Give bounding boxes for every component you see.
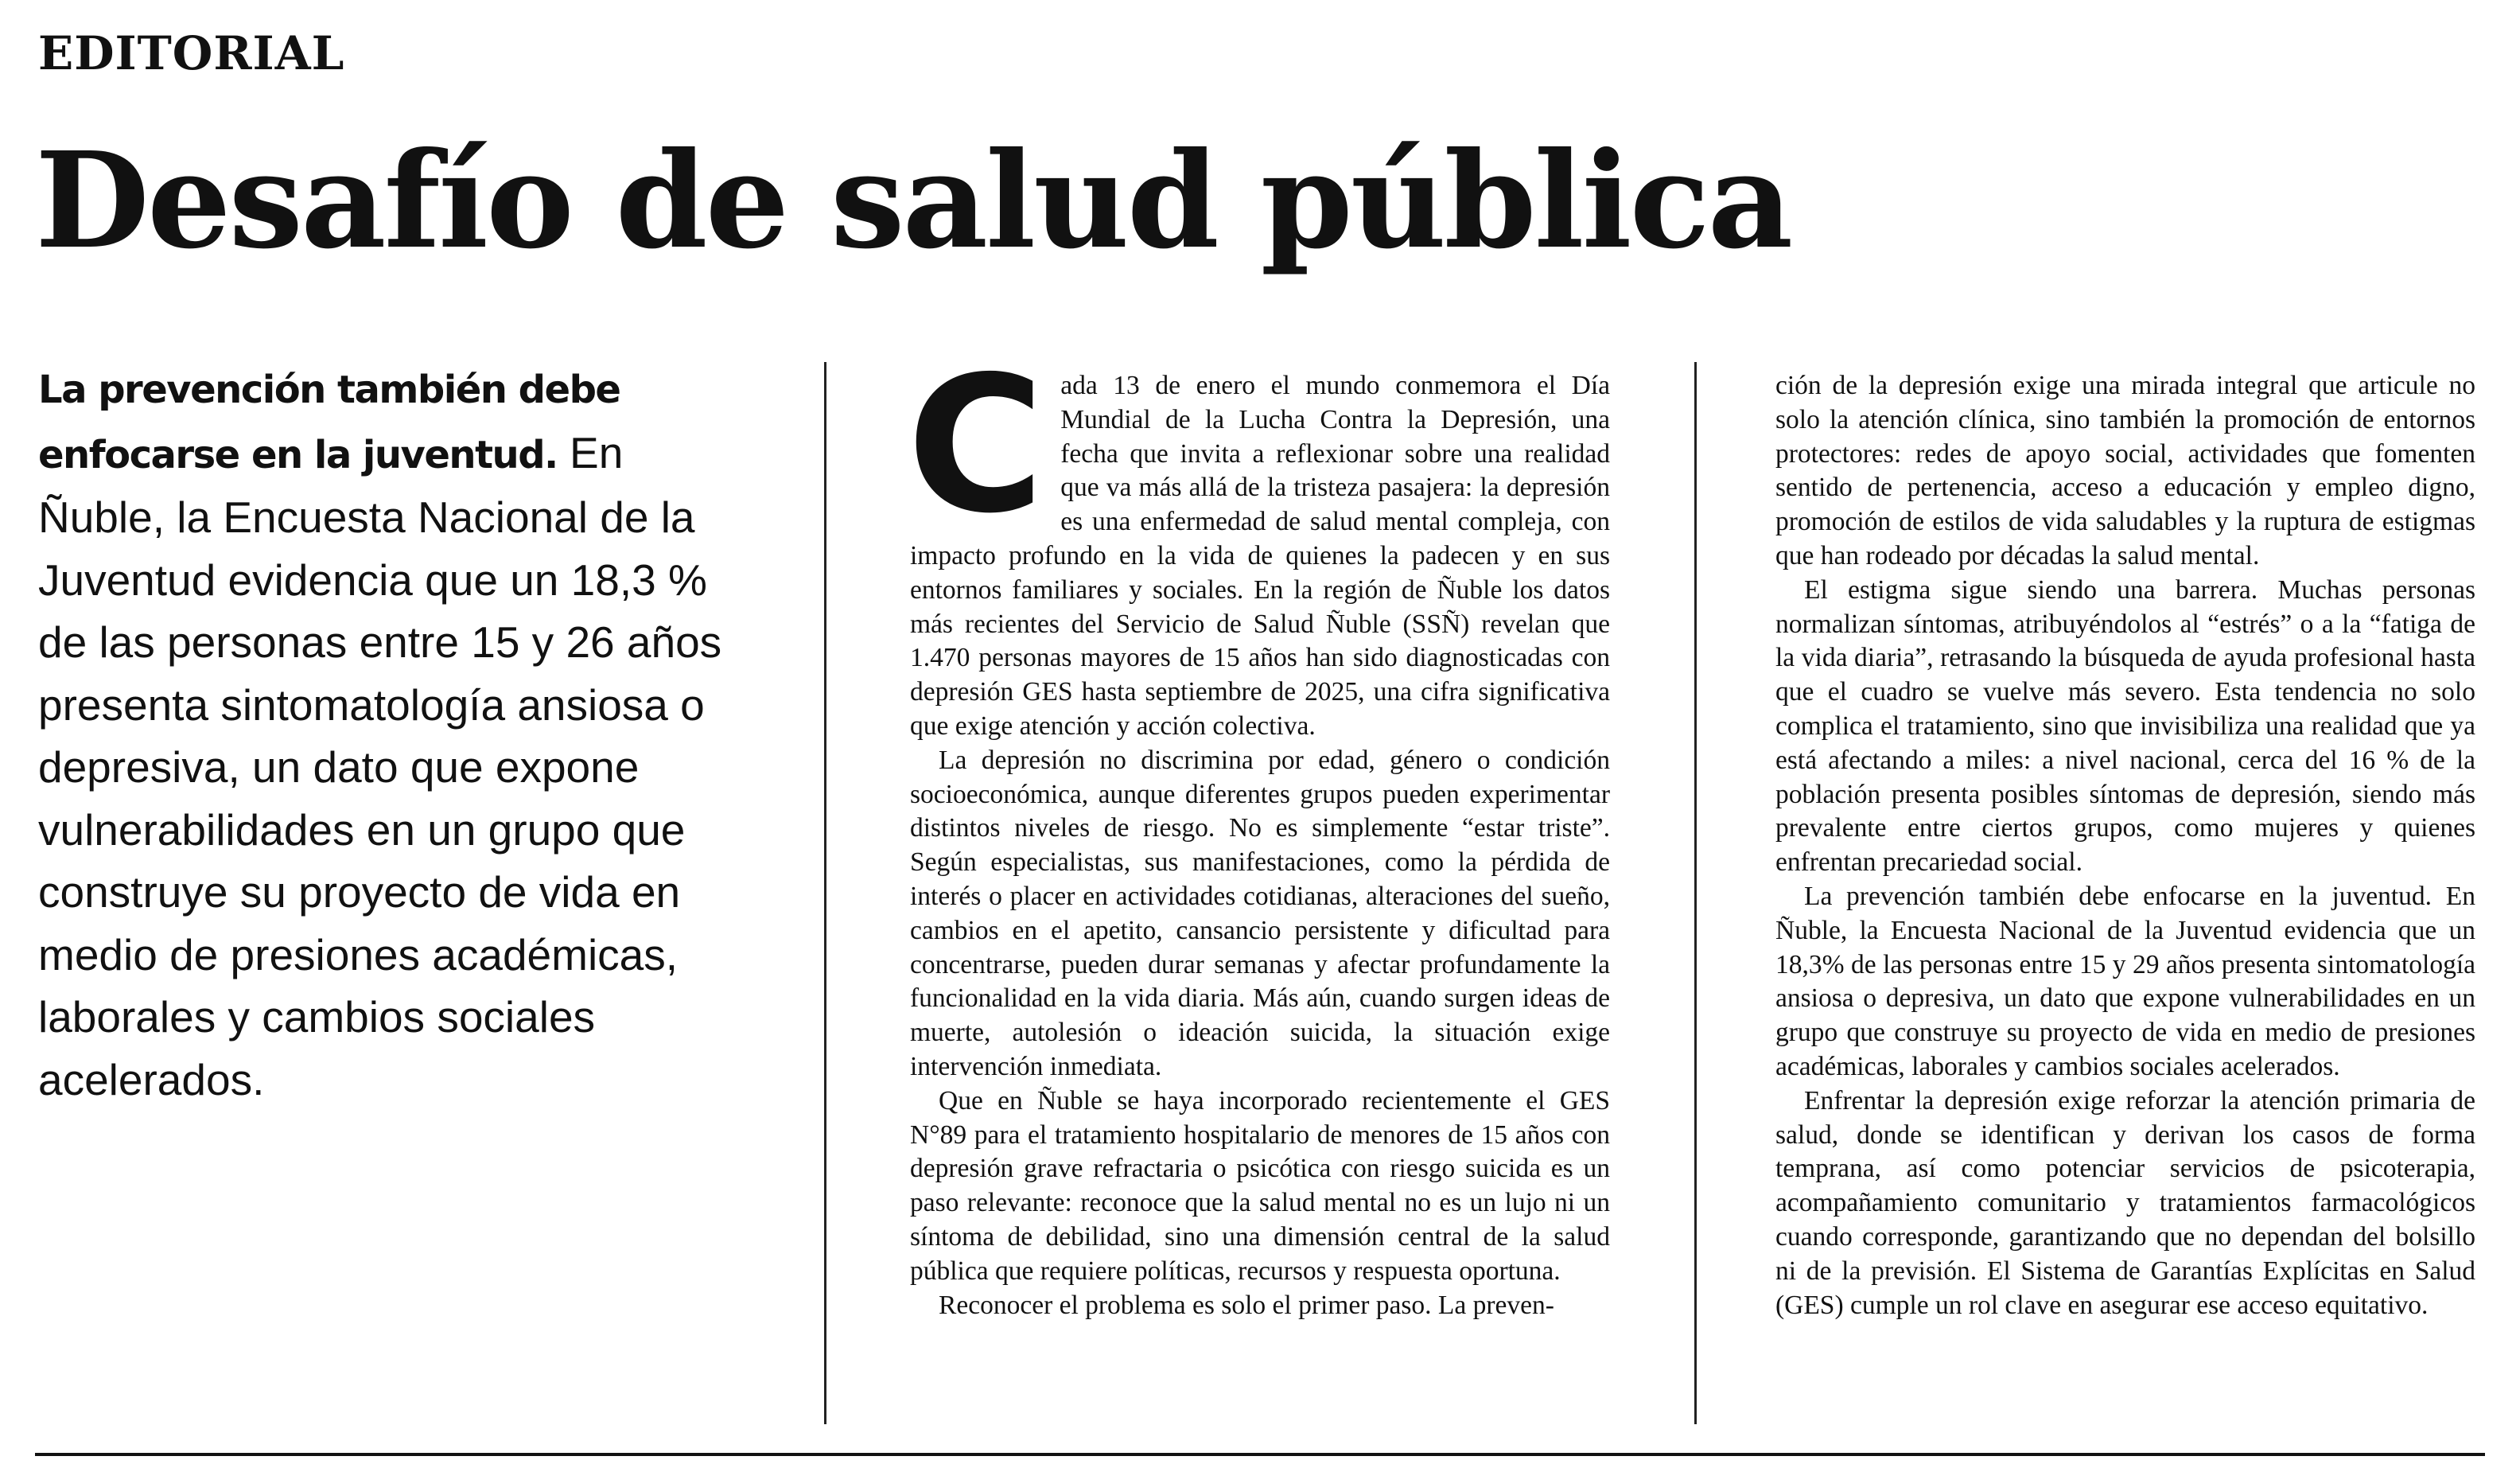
article-paragraph: La depresión no discrimina por edad, género o condición socioeconómica, aunque diferentes grupos pueden experimentar distintos niveles de riesgo. No es simplemente “estar triste”. Según especialistas, sus manifestaciones, como la pérdida de interés o placer en actividades cotidianas, alteraciones del sueño, cambios en el apetito, cansancio persistente y dificultad para concentrarse, pueden durar semanas y afectar profundamente la funcionalidad en la vida diaria. Más aún, cuando surgen ideas de muerte, autolesión o ideación suicida, la situación exige intervención inmediata. <box>910 745 1610 1081</box>
pull-quote-lead: La prevención también debe enfocarse en la juventud. <box>38 368 620 477</box>
article-paragraph: Que en Ñuble se haya incorporado recientemente el GES N°89 para el tratamiento hospitalario de menores de 15 años con depresión grave refractaria o psicótica con riesgo suicida es un paso relevante: reconoce que la salud mental no es un lujo ni un síntoma de debilidad, sino una dimensión central de la salud pública que requiere políticas, recursos y respuesta oportuna. <box>910 1085 1610 1286</box>
section-label: EDITORIAL <box>38 26 345 80</box>
column-divider-left <box>824 362 826 1424</box>
article-paragraph: La prevención también debe enfocarse en la juventud. En Ñuble, la Encuesta Nacional de la Juventud evidencia que un 18,3% de las personas entre 15 y 29 años presenta sintomatología ansiosa o depresiva, un dato que expone vulnerabilidades en un grupo que construye su proyecto de vida en medio de presiones académicas, laborales y cambios sociales acelerados. <box>1775 881 2475 1081</box>
headline: Desafío de salud pública <box>35 123 1791 278</box>
bottom-rule <box>35 1453 2485 1456</box>
drop-cap: C <box>907 336 1045 555</box>
article-paragraph: Reconocer el problema es solo el primer paso. La preven- <box>939 1290 1554 1320</box>
column-divider-right <box>1694 362 1697 1424</box>
paragraph-text: ada 13 de enero el mundo conmemora el Día Mundial de la Lucha Contra la Depresión, una fecha que invita a reflexionar sobre una realidad que va más allá de la tristeza pasajera: la depresión es una enfermedad de salud mental compleja, con impacto profundo en la vida de quienes la padecen y en sus entornos familiares y sociales. En la región de Ñuble los datos más recientes del Servicio de Salud Ñuble (SSÑ) revelan que 1.470 personas mayores de 15 años han sido diagnosticadas con depresión GES hasta septiembre de 2025, una cifra significativa que exige atención y acción colectiva. <box>910 371 1610 741</box>
pull-quote-text: En Ñuble, la Encuesta Nacional de la Juventud evidencia que un 18,3 % de las personas entre 15 y 26 años presenta sintomatología ansiosa o depresiva, un dato que expone vulnerabilidades en un grupo que construye su proyecto de vida en medio de presiones académicas, laborales y cambios sociales acelerados. <box>38 427 722 1104</box>
article-paragraph: ción de la depresión exige una mirada integral que articule no solo la atención clínica, sino también la promoción de entornos protectores: redes de apoyo social, actividades que fomenten sentido de pertenencia, acceso a educación y empleo digno, promoción de estilos de vida saludables y la ruptura de estigmas que han rodeado por décadas la salud mental. <box>1775 371 2475 570</box>
article-paragraph <box>907 336 1610 744</box>
pull-quote <box>38 356 724 1111</box>
article-column-2 <box>1775 369 2475 1322</box>
article-paragraph: Enfrentar la depresión exige reforzar la atención primaria de salud, donde se identifican y derivan los casos de forma temprana, así como potenciar servicios de psicoterapia, acompañamiento comunitario y tratamientos farmacológicos cuando corresponde, garantizando que no dependan del bolsillo ni de la previsión. El Sistema de Garantías Explícitas en Salud (GES) cumple un rol clave en asegurar ese acceso equitativo. <box>1775 1085 2475 1320</box>
article-paragraph: El estigma sigue siendo una barrera. Muchas personas normalizan síntomas, atribuyéndolos al “estrés” o a la “fatiga de la vida diaria”, retrasando la búsqueda de ayuda profesional hasta que el cuadro se vuelve más severo. Esta tendencia no solo complica el tratamiento, sino que invisibiliza una realidad que ya está afectando a miles: a nivel nacional, cerca del 16 % de la población presenta posibles síntomas de depresión, siendo más prevalente entre ciertos grupos, como mujeres y quienes enfrentan precariedad social. <box>1775 574 2475 878</box>
article-column-1 <box>907 336 1610 1322</box>
